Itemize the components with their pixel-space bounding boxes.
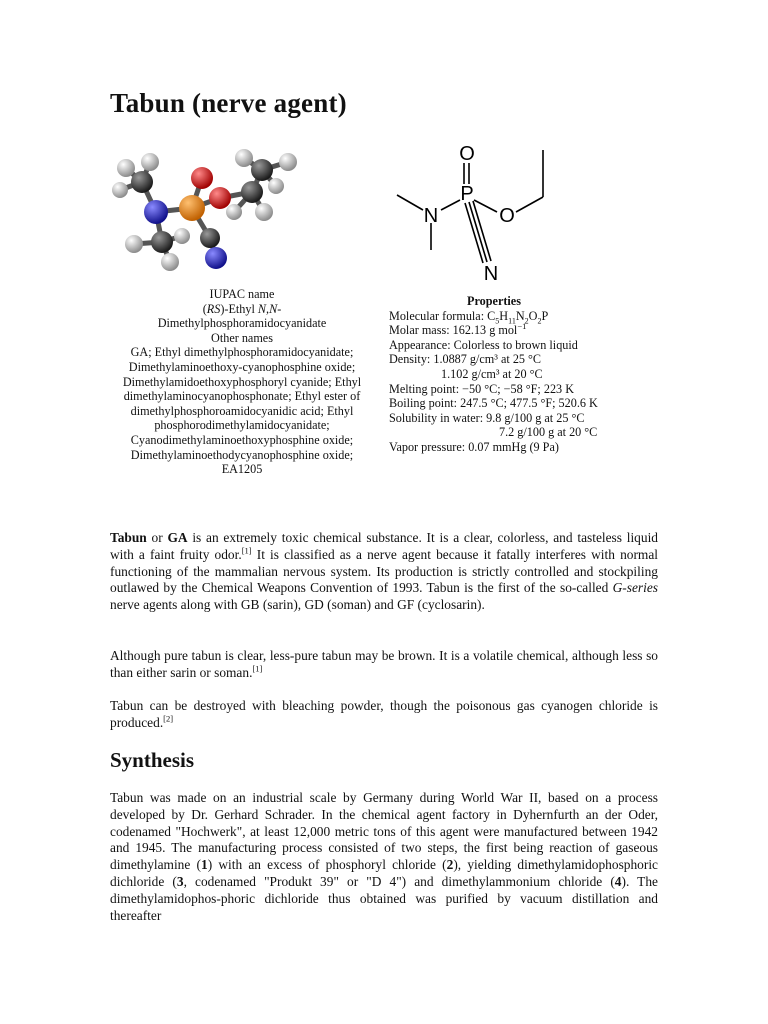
other-name-line: Cyanodimethylaminoethoxyphosphine oxide;	[130, 432, 354, 447]
boiling-point: Boiling point: 247.5 °C; 477.5 °F; 520.6 K	[389, 396, 598, 411]
formula-label: Molecular formula:	[389, 308, 488, 323]
text: ) with an excess of phosphoryl chloride (	[207, 857, 447, 873]
text: It is classified as a nerve agent because it fatally interferes with normal functioning of the mammalian nervous system. Its production is strictly controlled and stockpiling outlawed by the Chemical Weapons Convention of 1993. Tabun is the first of the so-called	[110, 546, 658, 596]
iupac-name-line2: Dimethylphosphoramidocyanidate	[157, 316, 327, 331]
other-name-line: phosphorodimethylamidocyanidate;	[154, 418, 330, 433]
other-name-line: Dimethylaminoethodycyanophosphine oxide;	[130, 447, 354, 462]
chemical-names-block	[108, 287, 376, 477]
appearance-paragraph	[110, 648, 658, 682]
destruction-paragraph	[110, 698, 658, 732]
text: or	[146, 530, 168, 545]
phosphorus-atom-label: P	[460, 183, 474, 205]
nitrile-nitrogen-atom-label: N	[483, 263, 499, 285]
vapor-pressure: Vapor pressure: 0.07 mmHg (9 Pa)	[389, 439, 559, 454]
compound-number: 4	[614, 873, 622, 889]
other-name-line: GA; Ethyl dimethylphosphoramidocyanidate;	[130, 345, 354, 360]
density: Density: 1.0887 g/cm³ at 25 °C	[389, 352, 542, 367]
nitrogen-atom-label: N	[423, 205, 439, 227]
citation-link[interactable]: [2]	[163, 713, 174, 724]
term-ga: GA	[167, 530, 188, 545]
other-name-line: Dimethylamidoethoxyphosphoryl cyanide; Ethyl	[122, 374, 362, 389]
compound-number: 1	[200, 857, 208, 873]
ester-oxygen-atom-label: O	[499, 205, 515, 227]
density-alt: 1.102 g/cm³ at 20 °C	[441, 366, 543, 381]
melting-point: Melting point: −50 °C; −58 °F; 223 K	[389, 381, 574, 396]
text: Although pure tabun is clear, less-pure tabun may be brown. It is a volatile chemical, although less so than either sarin or soman.	[110, 648, 658, 680]
other-name-line: dimethylaminocyanophosphonate; Ethyl ester of	[123, 389, 361, 404]
other-names-heading: Other names	[211, 330, 273, 345]
iupac-heading: IUPAC name	[209, 287, 275, 301]
molecular-formula: Molecular formula: $C_5H_{11}N_2O_2P$	[389, 308, 549, 326]
molar-mass-exponent: −1	[517, 321, 527, 332]
term-tabun: Tabun	[110, 530, 147, 545]
text: ). The dimethylamidophos-phoric dichloride thus obtained was purified by vacuum distillation and thereafter	[110, 873, 658, 923]
other-name-line: dimethylphosphoroamidocyanidic acid; Ethyl	[130, 403, 354, 418]
text: ), yielding dimethylamidophosphoric dichloride (	[110, 857, 658, 889]
properties-heading: Properties	[467, 294, 521, 308]
text: Tabun can be destroyed with bleaching powder, though the poisonous gas cyanogen chloride is produced.	[110, 698, 658, 730]
iupac-part: )-Ethyl	[220, 301, 258, 316]
term-g-series: G-series	[612, 580, 658, 596]
iupac-nn: N,N	[257, 301, 278, 316]
ball-and-stick-model-image	[112, 140, 312, 275]
synthesis-paragraph	[110, 790, 658, 924]
intro-paragraph	[110, 530, 658, 614]
text: is an extremely toxic chemical substance. It is a clear, colorless, and tasteless liquid with a faint fruity odor.	[110, 530, 658, 562]
oxygen-atom-label: O	[459, 143, 475, 165]
compound-number: 2	[446, 857, 454, 873]
text: , codenamed "Produkt 39" or "D 4") and dimethylammonium chloride (	[183, 873, 615, 889]
other-name-line: EA1205	[221, 462, 263, 477]
text: nerve agents along with GB (sarin), GD (soman) and GF (cyclosarin).	[110, 597, 485, 613]
appearance: Appearance: Colorless to brown liquid	[389, 337, 578, 352]
skeletal-formula-image	[385, 138, 575, 288]
citation-link[interactable]: [1]	[241, 545, 252, 556]
synthesis-heading: Synthesis	[110, 748, 195, 772]
other-name-line: Dimethylaminoethoxy-cyanophosphine oxide;	[128, 359, 356, 374]
compound-number: 3	[176, 873, 184, 889]
properties-block	[389, 294, 639, 455]
citation-link[interactable]: [1]	[252, 663, 263, 674]
solubility-alt: 7.2 g/100 g at 20 °C	[499, 425, 598, 440]
iupac-dash: -	[277, 301, 282, 316]
molar-mass	[389, 323, 639, 338]
page-title: Tabun (nerve agent)	[110, 88, 347, 118]
solubility: Solubility in water: 9.8 g/100 g at 25 °C	[389, 410, 585, 425]
iupac-stereo: RS	[206, 301, 221, 316]
text: Tabun was made on an industrial scale by Germany during World War II, based on a process developed by Dr. Gerhard Schrader. In the chemical agent factory in Dyhernfurth an der Oder, codenamed "Hochwerk", at least 12,000 metric tons of this agent were manufactured between 1942 and 1945. The manufacturing process consisted of two steps, the first being reaction of gaseous dimethylamine (	[110, 790, 658, 873]
iupac-name-line1: (RS)-Ethyl N,N-	[202, 301, 282, 316]
molar-mass-label: Molar mass: 162.13 g mol	[389, 323, 518, 338]
